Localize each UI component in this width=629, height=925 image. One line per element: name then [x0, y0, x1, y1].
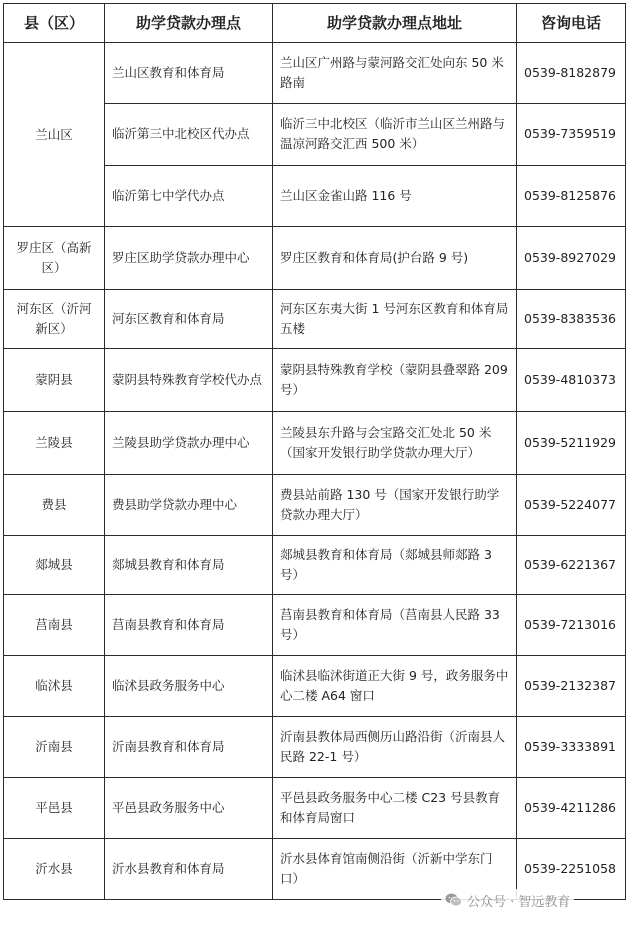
phone-cell: 0539-4810373: [517, 349, 626, 412]
table-row: [4, 656, 626, 717]
phone-cell: 0539-8927029: [517, 227, 626, 290]
office-cell: 费县助学贷款办理中心: [105, 475, 273, 536]
watermark-text: 公众号 · 智远教育: [467, 894, 571, 910]
table-row: [4, 227, 626, 290]
phone-cell: 0539-5211929: [517, 412, 626, 475]
county-cell: 河东区（沂河新区）: [4, 290, 105, 349]
address-cell: 平邑县政务服务中心二楼 C23 号县教育和体育局窗口: [273, 778, 517, 839]
phone-cell: 0539-5224077: [517, 475, 626, 536]
address-cell: 兰山区广州路与蒙河路交汇处向东 50 米路南: [273, 43, 517, 104]
office-cell: 莒南县教育和体育局: [105, 595, 273, 656]
wechat-icon: [445, 893, 462, 907]
table-row: [4, 536, 626, 595]
county-cell: 兰山区: [4, 43, 105, 227]
county-cell: 兰陵县: [4, 412, 105, 475]
phone-cell: 0539-6221367: [517, 536, 626, 595]
address-cell: 蒙阴县特殊教育学校（蒙阴县叠翠路 209 号）: [273, 349, 517, 412]
table-row: [4, 290, 626, 349]
office-cell: 临沂第七中学代办点: [105, 165, 273, 226]
county-cell: 沂水县: [4, 839, 105, 900]
county-cell: 临沭县: [4, 656, 105, 717]
table-row: [4, 412, 626, 475]
address-cell: 临沂三中北校区（临沂市兰山区兰州路与温凉河路交汇西 500 米）: [273, 104, 517, 165]
watermark: [441, 889, 574, 911]
loan-office-table: [3, 3, 626, 900]
address-cell: 临沭县临沭街道正大街 9 号，政务服务中心二楼 A64 窗口: [273, 656, 517, 717]
phone-cell: 0539-8125876: [517, 165, 626, 226]
phone-cell: 0539-3333891: [517, 717, 626, 778]
address-cell: 莒南县教育和体育局（莒南县人民路 33 号）: [273, 595, 517, 656]
office-cell: 沂水县教育和体育局: [105, 839, 273, 900]
table-row: [4, 717, 626, 778]
office-cell: 河东区教育和体育局: [105, 290, 273, 349]
office-cell: 郯城县教育和体育局: [105, 536, 273, 595]
county-cell: 沂南县: [4, 717, 105, 778]
header-office: 助学贷款办理点: [105, 4, 273, 43]
office-cell: 兰山区教育和体育局: [105, 43, 273, 104]
address-cell: 河东区东夷大街 1 号河东区教育和体育局五楼: [273, 290, 517, 349]
table-row: [4, 43, 626, 104]
table-row: [4, 778, 626, 839]
phone-cell: 0539-8182879: [517, 43, 626, 104]
header-address: 助学贷款办理点地址: [273, 4, 517, 43]
office-cell: 临沭县政务服务中心: [105, 656, 273, 717]
county-cell: 平邑县: [4, 778, 105, 839]
office-cell: 兰陵县助学贷款办理中心: [105, 412, 273, 475]
office-cell: 罗庄区助学贷款办理中心: [105, 227, 273, 290]
table-row: [4, 349, 626, 412]
address-cell: 费县站前路 130 号（国家开发银行助学贷款办理大厅）: [273, 475, 517, 536]
office-cell: 沂南县教育和体育局: [105, 717, 273, 778]
header-county: 县（区）: [4, 4, 105, 43]
address-cell: 郯城县教育和体育局（郯城县师郯路 3 号）: [273, 536, 517, 595]
phone-cell: 0539-8383536: [517, 290, 626, 349]
address-cell: 沂南县教体局西侧历山路沿街（沂南县人民路 22-1 号）: [273, 717, 517, 778]
header-row: [4, 4, 626, 43]
office-cell: 蒙阴县特殊教育学校代办点: [105, 349, 273, 412]
address-cell: 兰陵县东升路与会宝路交汇处北 50 米（国家开发银行助学贷款办理大厅）: [273, 412, 517, 475]
county-cell: 罗庄区（高新区）: [4, 227, 105, 290]
address-cell: 兰山区金雀山路 116 号: [273, 165, 517, 226]
address-cell: 沂水县体育馆南侧沿街（沂新中学东门口）: [273, 839, 517, 900]
phone-cell: 0539-2251058: [517, 839, 626, 900]
office-cell: 平邑县政务服务中心: [105, 778, 273, 839]
county-cell: 莒南县: [4, 595, 105, 656]
phone-cell: 0539-2132387: [517, 656, 626, 717]
office-cell: 临沂第三中北校区代办点: [105, 104, 273, 165]
county-cell: 费县: [4, 475, 105, 536]
header-phone: 咨询电话: [517, 4, 626, 43]
table-row: [4, 595, 626, 656]
phone-cell: 0539-7359519: [517, 104, 626, 165]
phone-cell: 0539-4211286: [517, 778, 626, 839]
county-cell: 郯城县: [4, 536, 105, 595]
county-cell: 蒙阴县: [4, 349, 105, 412]
phone-cell: 0539-7213016: [517, 595, 626, 656]
address-cell: 罗庄区教育和体育局(护台路 9 号): [273, 227, 517, 290]
table-row: [4, 475, 626, 536]
